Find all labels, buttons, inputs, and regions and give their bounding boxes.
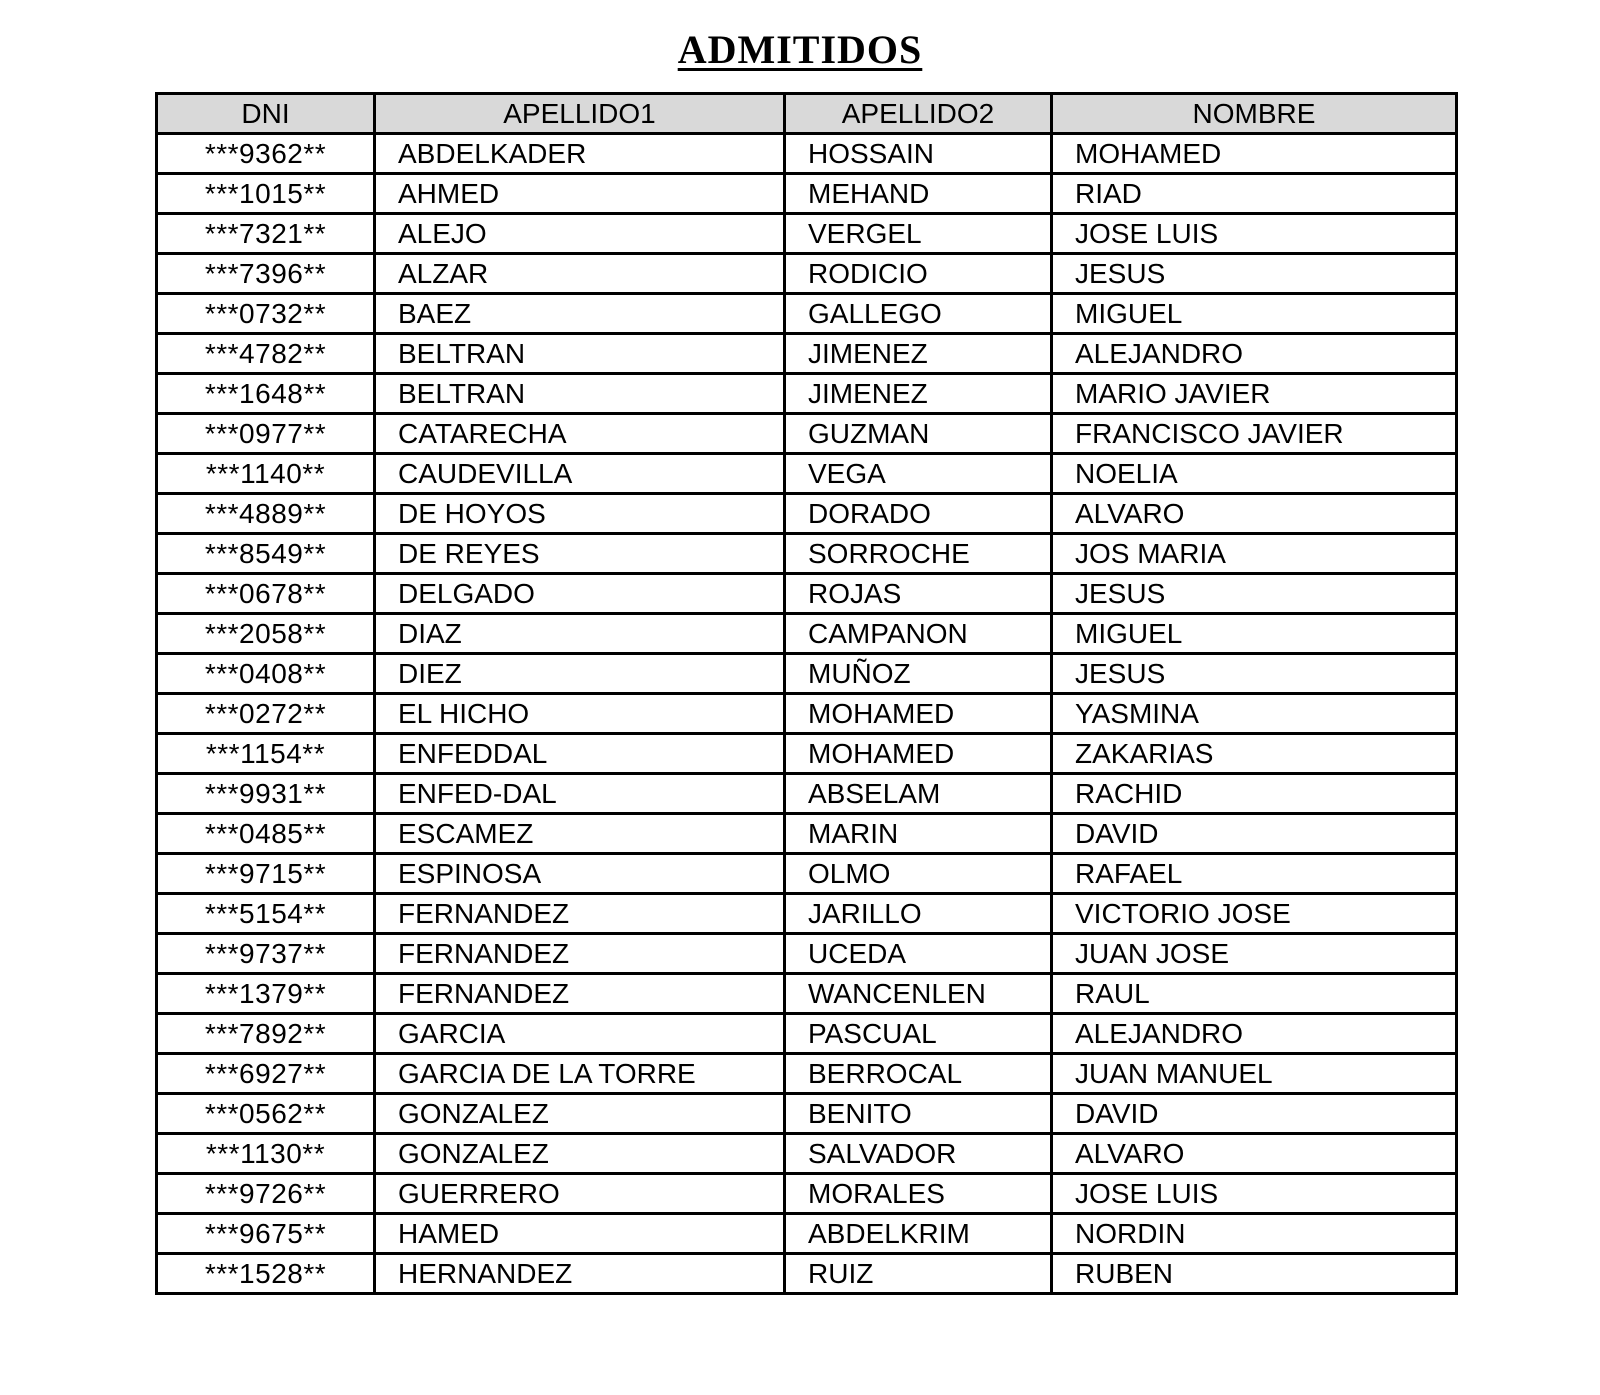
table-row (157, 254, 1457, 294)
table-row (157, 374, 1457, 414)
cell-apellido2: MEHAND (785, 174, 1052, 214)
cell-dni: ***0408** (157, 654, 375, 694)
table-row (157, 454, 1457, 494)
table-row (157, 174, 1457, 214)
cell-apellido2: ABSELAM (785, 774, 1052, 814)
cell-apellido1: ALZAR (375, 254, 785, 294)
cell-apellido1: GONZALEZ (375, 1094, 785, 1134)
cell-nombre: JESUS (1052, 254, 1457, 294)
column-header-dni: DNI (157, 94, 375, 134)
cell-dni: ***0562** (157, 1094, 375, 1134)
cell-dni: ***1140** (157, 454, 375, 494)
cell-nombre: ALVARO (1052, 494, 1457, 534)
cell-apellido2: MUÑOZ (785, 654, 1052, 694)
cell-nombre: MIGUEL (1052, 294, 1457, 334)
cell-dni: ***9715** (157, 854, 375, 894)
cell-apellido2: RUIZ (785, 1254, 1052, 1294)
cell-apellido2: VERGEL (785, 214, 1052, 254)
table-row (157, 934, 1457, 974)
table-row (157, 494, 1457, 534)
cell-apellido1: CATARECHA (375, 414, 785, 454)
cell-nombre: VICTORIO JOSE (1052, 894, 1457, 934)
cell-dni: ***7396** (157, 254, 375, 294)
cell-apellido2: DORADO (785, 494, 1052, 534)
cell-apellido1: HAMED (375, 1214, 785, 1254)
cell-apellido2: MARIN (785, 814, 1052, 854)
cell-apellido2: WANCENLEN (785, 974, 1052, 1014)
cell-dni: ***9362** (157, 134, 375, 174)
column-header-apellido1: APELLIDO1 (375, 94, 785, 134)
cell-apellido2: PASCUAL (785, 1014, 1052, 1054)
column-header-apellido2: APELLIDO2 (785, 94, 1052, 134)
column-header-nombre: NOMBRE (1052, 94, 1457, 134)
cell-nombre: NOELIA (1052, 454, 1457, 494)
cell-nombre: ALVARO (1052, 1134, 1457, 1174)
table-row (157, 414, 1457, 454)
cell-dni: ***9931** (157, 774, 375, 814)
page-title-text: ADMITIDOS (677, 27, 923, 72)
cell-nombre: DAVID (1052, 814, 1457, 854)
cell-apellido1: ESPINOSA (375, 854, 785, 894)
cell-apellido2: RODICIO (785, 254, 1052, 294)
cell-apellido1: AHMED (375, 174, 785, 214)
cell-nombre: FRANCISCO JAVIER (1052, 414, 1457, 454)
cell-apellido1: FERNANDEZ (375, 894, 785, 934)
cell-nombre: JUAN MANUEL (1052, 1054, 1457, 1094)
table-row (157, 694, 1457, 734)
table-row (157, 1014, 1457, 1054)
cell-apellido1: DE REYES (375, 534, 785, 574)
page-title (0, 26, 1600, 74)
cell-nombre: ALEJANDRO (1052, 334, 1457, 374)
cell-dni: ***0272** (157, 694, 375, 734)
cell-dni: ***9675** (157, 1214, 375, 1254)
cell-apellido1: ENFED-DAL (375, 774, 785, 814)
cell-dni: ***7321** (157, 214, 375, 254)
cell-dni: ***0485** (157, 814, 375, 854)
table-row (157, 1094, 1457, 1134)
cell-apellido1: CAUDEVILLA (375, 454, 785, 494)
cell-apellido2: SALVADOR (785, 1134, 1052, 1174)
table-row (157, 774, 1457, 814)
cell-dni: ***1154** (157, 734, 375, 774)
cell-apellido1: FERNANDEZ (375, 974, 785, 1014)
cell-nombre: DAVID (1052, 1094, 1457, 1134)
table-row (157, 214, 1457, 254)
table-row (157, 334, 1457, 374)
cell-nombre: ZAKARIAS (1052, 734, 1457, 774)
cell-dni: ***8549** (157, 534, 375, 574)
cell-nombre: ALEJANDRO (1052, 1014, 1457, 1054)
cell-dni: ***0678** (157, 574, 375, 614)
cell-dni: ***5154** (157, 894, 375, 934)
cell-apellido1: GARCIA (375, 1014, 785, 1054)
table-row (157, 1134, 1457, 1174)
cell-dni: ***6927** (157, 1054, 375, 1094)
cell-apellido2: MORALES (785, 1174, 1052, 1214)
cell-dni: ***0977** (157, 414, 375, 454)
cell-apellido1: BAEZ (375, 294, 785, 334)
table-row (157, 654, 1457, 694)
cell-dni: ***9737** (157, 934, 375, 974)
cell-nombre: JOS MARIA (1052, 534, 1457, 574)
cell-apellido2: JIMENEZ (785, 374, 1052, 414)
table-body (157, 134, 1457, 1294)
cell-nombre: NORDIN (1052, 1214, 1457, 1254)
cell-apellido2: JIMENEZ (785, 334, 1052, 374)
table-row (157, 734, 1457, 774)
cell-apellido2: SORROCHE (785, 534, 1052, 574)
cell-apellido1: FERNANDEZ (375, 934, 785, 974)
cell-apellido2: GUZMAN (785, 414, 1052, 454)
table-row (157, 1214, 1457, 1254)
cell-apellido1: GONZALEZ (375, 1134, 785, 1174)
table-row (157, 1254, 1457, 1294)
cell-nombre: RAFAEL (1052, 854, 1457, 894)
cell-apellido1: DIEZ (375, 654, 785, 694)
table-row (157, 814, 1457, 854)
table-row (157, 614, 1457, 654)
cell-dni: ***1015** (157, 174, 375, 214)
cell-dni: ***7892** (157, 1014, 375, 1054)
cell-apellido2: ABDELKRIM (785, 1214, 1052, 1254)
table-row (157, 574, 1457, 614)
cell-apellido1: DE HOYOS (375, 494, 785, 534)
cell-nombre: JESUS (1052, 654, 1457, 694)
cell-apellido1: HERNANDEZ (375, 1254, 785, 1294)
cell-dni: ***4889** (157, 494, 375, 534)
cell-nombre: JOSE LUIS (1052, 1174, 1457, 1214)
cell-apellido2: MOHAMED (785, 694, 1052, 734)
cell-nombre: RACHID (1052, 774, 1457, 814)
cell-apellido2: OLMO (785, 854, 1052, 894)
cell-nombre: MIGUEL (1052, 614, 1457, 654)
cell-nombre: MARIO JAVIER (1052, 374, 1457, 414)
cell-apellido2: VEGA (785, 454, 1052, 494)
table-row (157, 134, 1457, 174)
cell-dni: ***1648** (157, 374, 375, 414)
cell-apellido1: ALEJO (375, 214, 785, 254)
cell-apellido1: ENFEDDAL (375, 734, 785, 774)
cell-nombre: JOSE LUIS (1052, 214, 1457, 254)
cell-nombre: JUAN JOSE (1052, 934, 1457, 974)
cell-apellido2: CAMPANON (785, 614, 1052, 654)
cell-apellido1: BELTRAN (375, 334, 785, 374)
cell-dni: ***1130** (157, 1134, 375, 1174)
cell-apellido1: DIAZ (375, 614, 785, 654)
cell-apellido2: GALLEGO (785, 294, 1052, 334)
cell-apellido2: MOHAMED (785, 734, 1052, 774)
admitidos-table (155, 92, 1458, 1295)
cell-apellido1: GUERRERO (375, 1174, 785, 1214)
table-row (157, 1174, 1457, 1214)
cell-dni: ***4782** (157, 334, 375, 374)
cell-apellido2: HOSSAIN (785, 134, 1052, 174)
cell-apellido2: JARILLO (785, 894, 1052, 934)
cell-apellido2: BENITO (785, 1094, 1052, 1134)
table-row (157, 854, 1457, 894)
cell-apellido1: BELTRAN (375, 374, 785, 414)
table-row (157, 894, 1457, 934)
cell-apellido2: UCEDA (785, 934, 1052, 974)
table-row (157, 1054, 1457, 1094)
cell-nombre: MOHAMED (1052, 134, 1457, 174)
cell-dni: ***2058** (157, 614, 375, 654)
table-row (157, 974, 1457, 1014)
cell-dni: ***1528** (157, 1254, 375, 1294)
cell-apellido2: ROJAS (785, 574, 1052, 614)
cell-nombre: RAUL (1052, 974, 1457, 1014)
cell-apellido1: GARCIA DE LA TORRE (375, 1054, 785, 1094)
cell-apellido1: ESCAMEZ (375, 814, 785, 854)
cell-apellido1: DELGADO (375, 574, 785, 614)
cell-apellido1: EL HICHO (375, 694, 785, 734)
table-row (157, 294, 1457, 334)
cell-apellido1: ABDELKADER (375, 134, 785, 174)
cell-nombre: JESUS (1052, 574, 1457, 614)
header-row (157, 94, 1457, 134)
table-row (157, 534, 1457, 574)
cell-dni: ***0732** (157, 294, 375, 334)
cell-dni: ***1379** (157, 974, 375, 1014)
cell-apellido2: BERROCAL (785, 1054, 1052, 1094)
cell-nombre: RUBEN (1052, 1254, 1457, 1294)
cell-dni: ***9726** (157, 1174, 375, 1214)
cell-nombre: RIAD (1052, 174, 1457, 214)
cell-nombre: YASMINA (1052, 694, 1457, 734)
